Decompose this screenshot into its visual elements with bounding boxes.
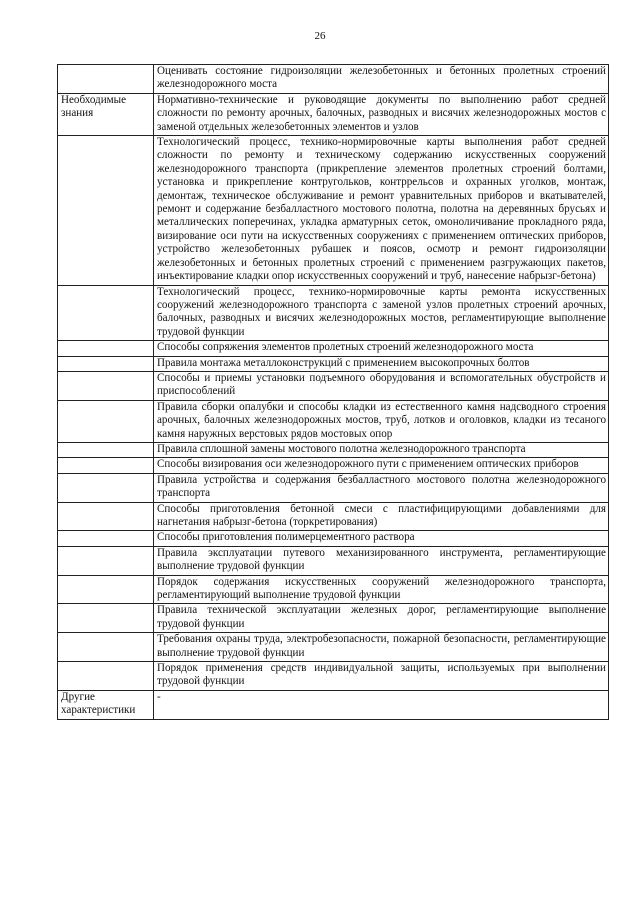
row-label — [58, 633, 154, 662]
row-text: Нормативно-технические и руководящие документы по выполнению работ средней сложности по ремонту арочных, балочных, разводных и висячих железнодорожных мостов с заменой отдельных железобетонных элементов и узлов — [154, 93, 609, 135]
table-row — [58, 546, 609, 575]
row-text: Технологический процесс, технико-нормировочные карты ремонта искусственных сооружений железнодорожного транспорта с заменой узлов пролетных строений арочных, балочных, разводных и висячих железнодорожных мостов, регламентирующие выполнение трудовой функции — [154, 285, 609, 341]
table-row — [58, 662, 609, 691]
row-label — [58, 371, 154, 400]
table-row — [58, 65, 609, 94]
row-text: Требования охраны труда, электробезопасности, пожарной безопасности, регламентирующие выполнение трудовой функции — [154, 633, 609, 662]
row-label — [58, 575, 154, 604]
row-text: Способы сопряжения элементов пролетных строений железнодорожного моста — [154, 341, 609, 356]
row-text: Способы приготовления бетонной смеси с пластифицирующими добавлениями для нагнетания набрызг-бетона (торкретирования) — [154, 502, 609, 531]
row-text: Правила устройства и содержания безбалластного мостового полотна железнодорожного транспорта — [154, 473, 609, 502]
page-number: 26 — [314, 30, 326, 42]
table-row — [58, 531, 609, 546]
table-row — [58, 356, 609, 371]
row-text: Способы приготовления полимерцементного раствора — [154, 531, 609, 546]
row-text: - — [154, 690, 609, 719]
table-row — [58, 502, 609, 531]
row-label — [58, 65, 154, 94]
row-label — [58, 458, 154, 473]
table-row — [58, 136, 609, 285]
table-row — [58, 458, 609, 473]
row-text: Правила сплошной замены мостового полотна железнодорожного транспорта — [154, 442, 609, 457]
row-label — [58, 400, 154, 442]
row-text: Правила технической эксплуатации железных дорог, регламентирующие выполнение трудовой функции — [154, 604, 609, 633]
row-label — [58, 473, 154, 502]
table-row — [58, 93, 609, 135]
row-label — [58, 442, 154, 457]
table-row — [58, 690, 609, 719]
table-row — [58, 633, 609, 662]
row-label — [58, 341, 154, 356]
row-label — [58, 604, 154, 633]
row-label — [58, 546, 154, 575]
table-row — [58, 575, 609, 604]
row-text: Способы и приемы установки подъемного оборудования и вспомогательных обустройств и приспособлений — [154, 371, 609, 400]
table-row — [58, 400, 609, 442]
table-row — [58, 371, 609, 400]
table-row — [58, 341, 609, 356]
row-label: Необходимые знания — [58, 93, 154, 135]
row-text: Оценивать состояние гидроизоляции железобетонных и бетонных пролетных строений железнодорожного моста — [154, 65, 609, 94]
row-text: Порядок применения средств индивидуальной защиты, используемых при выполнении трудовой функции — [154, 662, 609, 691]
row-label — [58, 502, 154, 531]
row-label — [58, 356, 154, 371]
table-row — [58, 473, 609, 502]
knowledge-table — [57, 64, 609, 720]
row-text: Правила сборки опалубки и способы кладки из естественного камня надсводного строения арочных, балочных железнодорожных мостов, труб, лотков и оголовков, кладки из тесаного камня наружных верстовых рядов мостовых опор — [154, 400, 609, 442]
row-label — [58, 531, 154, 546]
table-row — [58, 285, 609, 341]
row-text: Правила монтажа металлоконструкций с применением высокопрочных болтов — [154, 356, 609, 371]
table-row — [58, 604, 609, 633]
row-label — [58, 136, 154, 285]
row-label — [58, 285, 154, 341]
row-text: Способы визирования оси железнодорожного пути с применением оптических приборов — [154, 458, 609, 473]
row-text: Технологический процесс, технико-нормировочные карты выполнения работ средней сложности по ремонту и техническому содержанию искусственных сооружений железнодорожного транспорта (прикрепление элементов пролетных строений болтами, установка и прикрепление контругольков, контррельсов и охранных уголков, монтаж, демонтаж, техническое обслуживание и ремонт уравнительных приборов и вкатывателей, ремонт и содержание безбалластного мостового полотна, полотна на деревянных брусьях и металлических поперечинах, укладка арматурных сеток, омоноличивание прокладного ряда, визирование оси пути на искусственных сооружениях с применением оптических приборов, устройство железобетонных рубашек и поясов, осмотр и ремонт гидроизоляции железобетонных и бетонных пролетных строений с применением разгружающих пакетов, инъектирование кладки опор искусственных сооружений и труб, нанесение набрызг-бетона) — [154, 136, 609, 285]
row-label: Другие характеристики — [58, 690, 154, 719]
row-label — [58, 662, 154, 691]
row-text: Правила эксплуатации путевого механизированного инструмента, регламентирующие выполнение трудовой функции — [154, 546, 609, 575]
row-text: Порядок содержания искусственных сооружений железнодорожного транспорта, регламентирующий выполнение трудовой функции — [154, 575, 609, 604]
table-row — [58, 442, 609, 457]
